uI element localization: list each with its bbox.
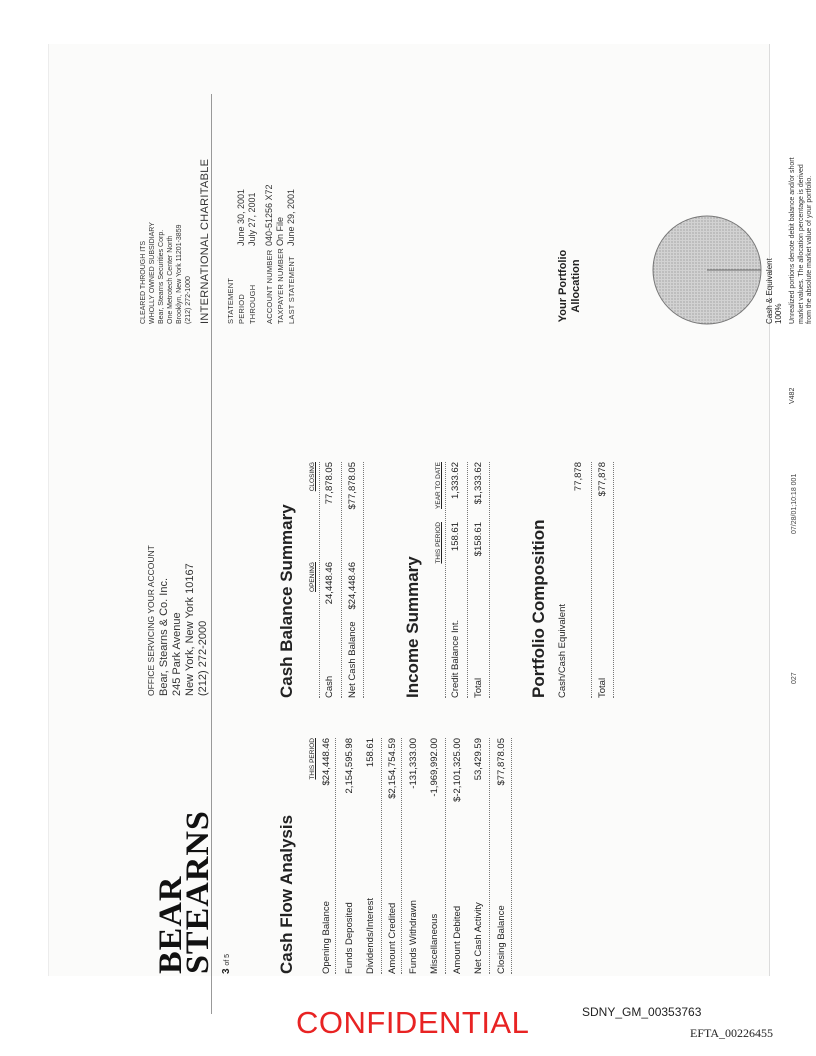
cf-value: 2,154,595.98 — [344, 738, 355, 794]
cf-row-closing — [496, 738, 511, 974]
legend-slice-pct: 100% — [774, 303, 783, 324]
allocation-code: V482 — [789, 387, 796, 404]
divider — [591, 462, 592, 698]
cf-row-credited — [387, 738, 402, 974]
cb-closing: $77,878.05 — [347, 462, 358, 510]
portfolio-section — [529, 462, 619, 698]
rotated-statement — [99, 94, 811, 1014]
cf-value: 53,429.59 — [473, 738, 484, 781]
footer-code-right: 07/28/01;10:18 001 — [791, 473, 798, 534]
cf-label: Amount Debited — [452, 905, 463, 974]
inc-ytd: $1,333.62 — [473, 462, 484, 505]
cf-label: Opening Balance — [321, 901, 332, 974]
divider — [445, 738, 446, 974]
account-label: ACCOUNT NUMBER — [265, 249, 274, 324]
cash-balance-section — [277, 462, 367, 698]
cf-value: $2,154,754.59 — [387, 738, 398, 799]
cash-flow-title: Cash Flow Analysis — [277, 814, 296, 974]
cb-label: Cash — [324, 675, 335, 698]
cf-value: -1,969,992.00 — [429, 738, 440, 797]
divider — [489, 462, 490, 698]
allocation-title — [557, 238, 583, 334]
cb-closing: 77,878.05 — [324, 462, 335, 505]
pc-row-cash — [557, 462, 584, 698]
confidential-stamp: CONFIDENTIAL — [296, 1005, 530, 1040]
inc-label: Credit Balance Int. — [450, 619, 461, 698]
office-label: OFFICE SERVICING YOUR ACCOUNT — [146, 545, 156, 696]
logo-line-2: STEARNS — [180, 810, 216, 974]
cb-row-cash — [324, 462, 339, 698]
clearing-line-1: CLEARED THROUGH ITS — [140, 240, 147, 324]
through-value: July 27, 2001 — [247, 192, 257, 246]
office-line-1: Bear, Stearns & Co. Inc. — [158, 577, 170, 696]
divider — [489, 738, 490, 974]
cf-label: Miscellaneous — [429, 913, 440, 974]
cf-value: $-2,101,325.00 — [452, 738, 463, 802]
page-of: of 5 — [224, 953, 231, 966]
cf-label: Dividends/Interest — [365, 897, 376, 974]
inc-label: Total — [473, 677, 484, 698]
cb-opening: $24,448.46 — [347, 562, 358, 610]
inc-row-total — [473, 462, 488, 698]
account-value: 040-51256 X72 — [264, 184, 274, 246]
pc-value: $77,878 — [597, 462, 608, 497]
divider — [335, 738, 336, 974]
cb-opening: 24,448.46 — [324, 562, 335, 605]
allocation-title-1: Your Portfolio — [557, 249, 569, 323]
last-statement-label: LAST STATEMENT — [287, 256, 296, 324]
this-period-col-header: THIS PERIOD — [435, 522, 442, 564]
office-line-2: 245 Park Avenue — [171, 612, 183, 696]
divider — [401, 738, 402, 974]
clearing-line-5: Brooklyn, New York 11201-3859 — [176, 224, 183, 324]
divider — [511, 738, 512, 974]
footer-code-left: 027 — [791, 672, 798, 684]
page-number — [221, 954, 232, 974]
page-number-value: 3 — [221, 968, 232, 974]
last-statement-value: June 29, 2001 — [286, 188, 296, 246]
period-value: June 30, 2001 — [236, 188, 246, 246]
allocation-title-2: Allocation — [570, 259, 582, 313]
inc-row-credit — [450, 462, 465, 698]
portfolio-title: Portfolio Composition — [529, 519, 548, 698]
note-line-3: from the absolute market value of your portfolio. — [806, 175, 813, 324]
logo-line-1: BEAR — [153, 875, 189, 974]
cf-label: Amount Credited — [387, 902, 398, 974]
allocation-pie — [647, 210, 767, 330]
pc-label: Cash/Cash Equivalent — [557, 604, 568, 698]
period-label: STATEMENT PERIOD — [226, 278, 246, 324]
cf-row-debited — [452, 738, 467, 974]
cf-label: Closing Balance — [496, 905, 507, 974]
income-title: Income Summary — [403, 556, 422, 698]
cf-value: $24,448.46 — [321, 738, 332, 786]
inc-period: $158.61 — [473, 522, 484, 557]
allocation-legend — [765, 258, 783, 324]
cf-row-deposited — [344, 738, 359, 974]
office-block — [145, 545, 210, 696]
office-line-4: (212) 272-2000 — [197, 620, 209, 696]
cf-label: Funds Deposited — [344, 902, 355, 974]
note-line-1: Unrealized portions denote debit balance and/or short — [789, 157, 796, 324]
clearing-line-6: (212) 272-1000 — [185, 276, 192, 324]
office-line-3: New York, New York 10167 — [184, 563, 196, 696]
taxpayer-label: TAXPAYER NUMBER — [276, 248, 285, 324]
allocation-note — [789, 114, 815, 324]
closing-col-header: CLOSING — [309, 462, 316, 492]
cb-label: Net Cash Balance — [347, 621, 358, 698]
divider — [467, 462, 468, 698]
cf-row-dividends — [365, 738, 380, 974]
efta-number: EFTA_00226455 — [690, 1026, 774, 1040]
cf-value: -131,333.00 — [408, 738, 419, 789]
cf-value: 158.61 — [365, 738, 376, 768]
account-name: INTERNATIONAL CHARITABLE — [199, 158, 211, 324]
pc-row-total — [597, 462, 612, 698]
inc-period: 158.61 — [450, 522, 461, 552]
clearing-line-4: One Metrotech Center North — [167, 235, 174, 324]
bates-number: SDNY_GM_00353763 — [582, 1005, 702, 1019]
through-label: THROUGH — [248, 284, 257, 324]
statement-info — [225, 184, 297, 324]
clearing-block — [139, 104, 193, 324]
divider — [341, 462, 342, 698]
opening-col-header: OPENING — [309, 562, 316, 592]
ytd-col-header: YEAR TO DATE — [435, 462, 442, 509]
header-rule — [211, 94, 212, 1014]
divider — [319, 462, 320, 698]
note-line-2: market values. The allocation percentage is derived — [797, 164, 805, 324]
divider — [381, 738, 382, 974]
cash-balance-title: Cash Balance Summary — [277, 504, 296, 698]
divider — [363, 462, 364, 698]
cf-row-net — [473, 738, 488, 974]
cf-label: Funds Withdrawn — [408, 900, 419, 974]
statement-page — [48, 44, 813, 976]
income-section — [403, 462, 493, 698]
cf-value: $77,878.05 — [496, 738, 507, 786]
divider — [445, 462, 446, 698]
cash-flow-section — [277, 738, 537, 974]
cf-row-opening — [321, 738, 336, 974]
cf-label: Net Cash Activity — [473, 902, 484, 974]
divider — [613, 462, 614, 698]
taxpayer-value: On File — [275, 216, 285, 246]
cb-row-net — [347, 462, 362, 698]
clearing-line-3: Bear, Stearns Securities Corp. — [158, 229, 165, 324]
cash-flow-col-header: THIS PERIOD — [309, 738, 316, 780]
pc-label: Total — [597, 677, 608, 698]
cf-row-misc — [429, 738, 444, 974]
cf-row-withdrawn — [408, 738, 423, 974]
legend-slice-label: Cash & Equivalent — [765, 258, 774, 324]
clearing-line-2: WHOLLY OWNED SUBSIDIARY — [149, 222, 156, 324]
bear-stearns-logo — [153, 810, 216, 974]
pc-value: 77,878 — [573, 462, 584, 492]
inc-ytd: 1,333.62 — [450, 462, 461, 499]
